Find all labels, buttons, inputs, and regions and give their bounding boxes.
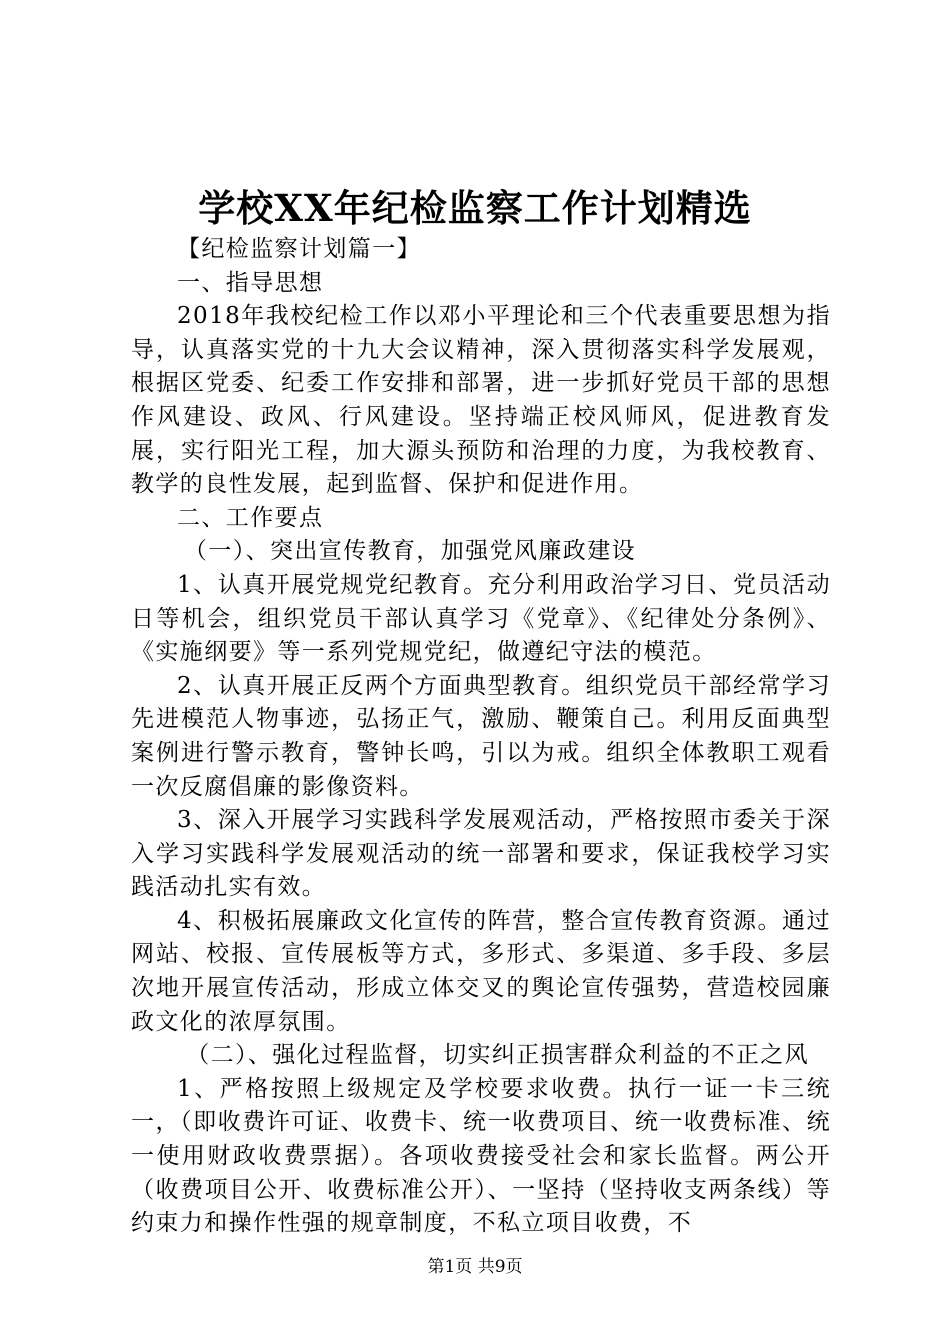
paragraph-fee-item-1: 1、严格按照上级规定及学校要求收费。执行一证一卡三统一，（即收费许可证、收费卡、统一收费项目、统一收费标准、统一使用财政收费票据）。各项收费接受社会和家长监督。两公开（收费项目公开、收费标准公开）、一坚持（坚持收支两条线）等约束力和操作性强的规章制度，不私立项目收费，不: [131, 1075, 831, 1237]
page-footer: 第1页 共9页: [427, 1257, 523, 1277]
subheading-process-supervision: （二）、强化过程监督，切实纠正损害群众利益的不正之风: [186, 1042, 810, 1069]
heading-guiding-thought: 一、指导思想: [177, 269, 324, 296]
heading-work-points: 二、工作要点: [177, 504, 324, 531]
document-body: [131, 233, 831, 1241]
paragraph-guiding-thought: 2018年我校纪检工作以邓小平理论和三个代表重要思想为指导，认真落实党的十九大会议精神，深入贯彻落实科学发展观，根据区党委、纪委工作安排和部署，进一步抓好党员干部的思想作风建设、政风、行风建设。坚持端正校风师风，促进教育发展，实行阳光工程，加大源头预防和治理的力度，为我校教育、教学的良性发展，起到监督、保护和促进作用。: [131, 303, 831, 498]
subheading-publicity-education: （一）、突出宣传教育，加强党风廉政建设: [183, 538, 636, 565]
paragraph-item-4: 4、积极拓展廉政文化宣传的阵营，整合宣传教育资源。通过网站、校报、宣传展板等方式，多形式、多渠道、多手段、多层次地开展宣传活动，形成立体交叉的舆论宣传强势，营造校园廉政文化的浓厚氛围。: [131, 907, 831, 1035]
paragraph-item-3: 3、深入开展学习实践科学发展观活动，严格按照市委关于深入学习实践科学发展观活动的统一部署和要求，保证我校学习实践活动扎实有效。: [131, 807, 831, 901]
paragraph-item-1: 1、认真开展党规党纪教育。充分利用政治学习日、党员活动日等机会，组织党员干部认真学习《党章》、《纪律处分条例》、《实施纲要》等一系列党规党纪，做遵纪守法的模范。: [131, 571, 831, 666]
section-label: 【纪检监察计划篇一】: [177, 236, 421, 262]
paragraph-item-2: 2、认真开展正反两个方面典型教育。组织党员干部经常学习先进模范人物事迹，弘扬正气，激励、鞭策自己。利用反面典型案例进行警示教育，警钟长鸣，引以为戒。组织全体教职工观看一次反腐倡廉的影像资料。: [131, 672, 831, 800]
document-title: 学校XX年纪检监察工作计划精选: [198, 186, 752, 230]
